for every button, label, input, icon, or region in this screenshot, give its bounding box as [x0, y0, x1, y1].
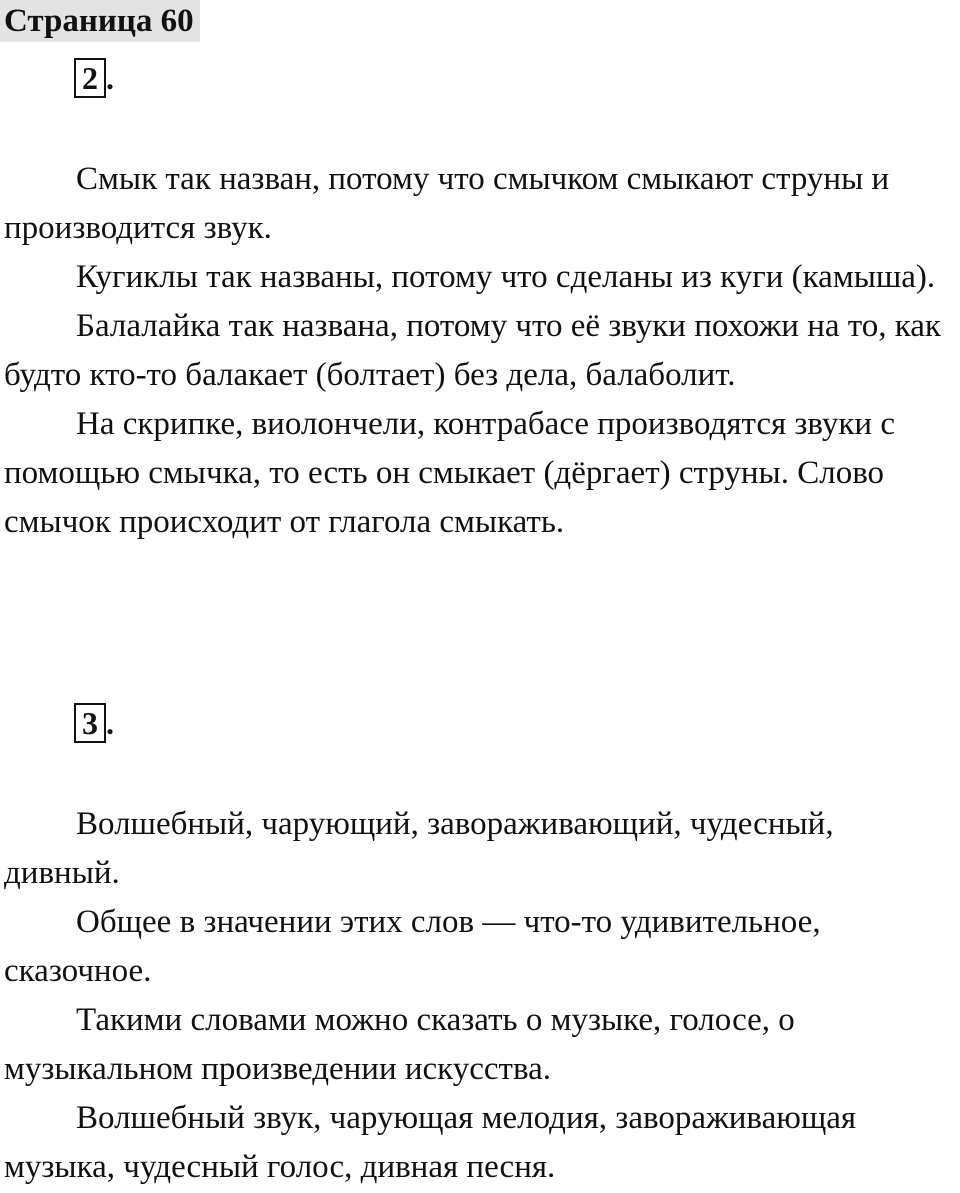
task-number-dot: . — [106, 60, 114, 96]
task-number-box: 2 — [74, 58, 106, 98]
task-3-answer — [4, 800, 954, 1192]
answer-paragraph: На скрипке, виолончели, контрабасе производятся звуки с помощью смычка, то есть он смыкает (дёргает) струны. Слово смычок происходит от глагола смыкать. — [4, 406, 895, 540]
task-number-3 — [74, 703, 114, 743]
answer-paragraph: Общее в значении этих слов — что-то удивительное, сказочное. — [4, 904, 821, 989]
task-number-box: 3 — [74, 703, 106, 743]
answer-paragraph: Такими словами можно сказать о музыке, голосе, о музыкальном произведении искусства. — [4, 1002, 795, 1087]
answer-paragraph: Балалайка так названа, потому что её звуки похожи на то, как будто кто-то балакает (болтает) без дела, балаболит. — [4, 308, 941, 393]
answer-paragraph: Волшебный звук, чарующая мелодия, завораживающая музыка, чудесный голос, дивная песня. — [4, 1100, 857, 1185]
task-2-answer — [4, 155, 954, 547]
task-number-2 — [74, 58, 114, 98]
page-title: Страница 60 — [0, 0, 200, 42]
answer-paragraph: Смык так назван, потому что смычком смыкают струны и производится звук. — [4, 161, 890, 246]
answer-paragraph: Кугиклы так названы, потому что сделаны из куги (камыша). — [76, 259, 936, 295]
task-number-dot: . — [106, 705, 114, 741]
answer-paragraph: Волшебный, чарующий, завораживающий, чудесный, дивный. — [4, 806, 834, 891]
